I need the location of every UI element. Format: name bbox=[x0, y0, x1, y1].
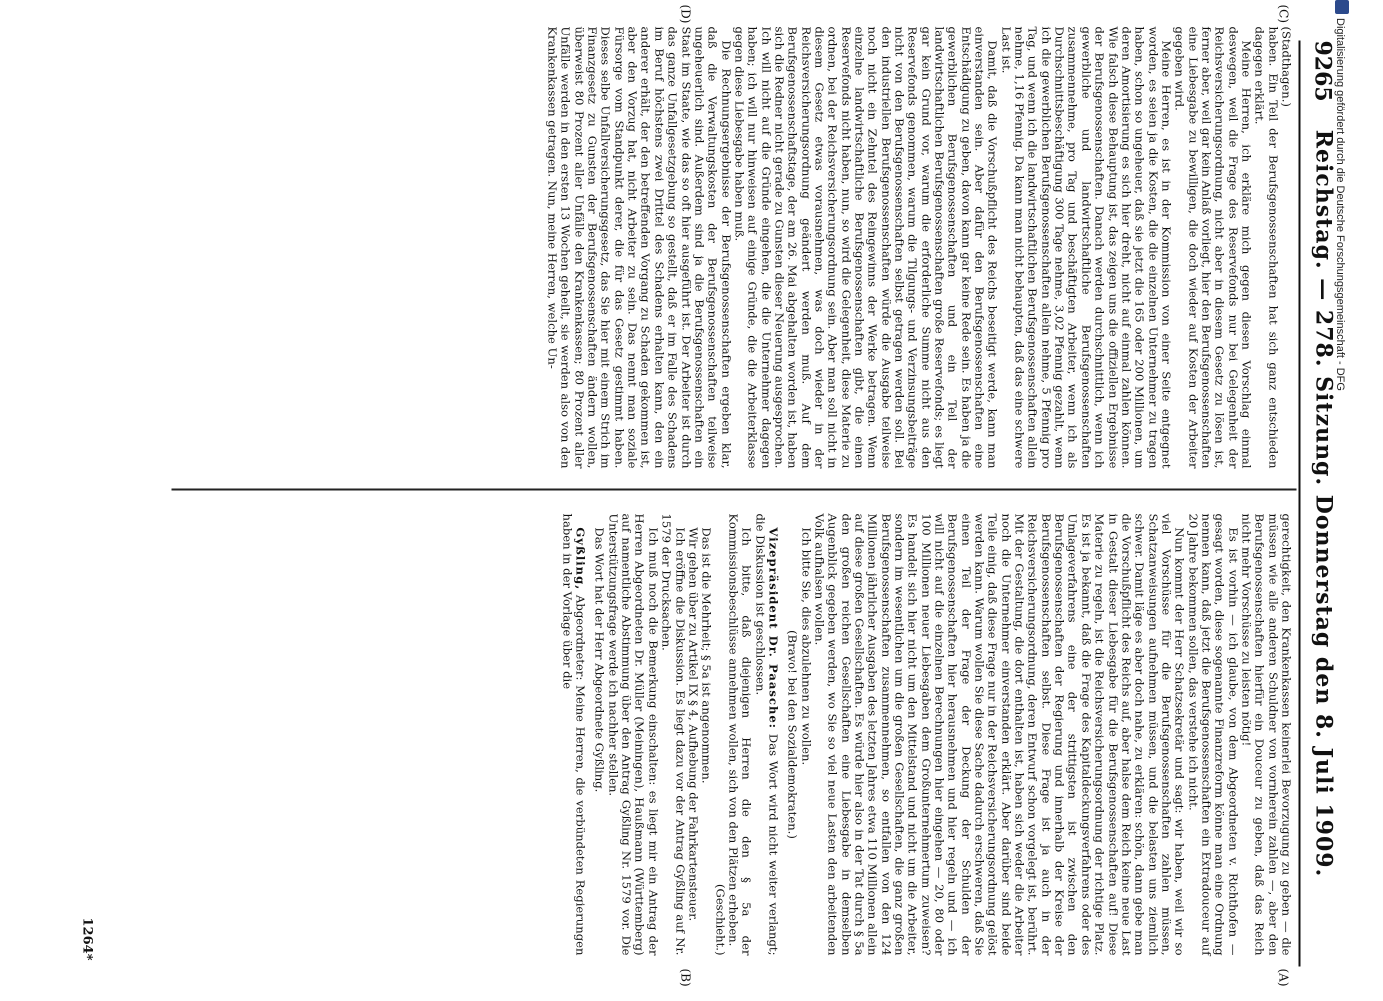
paragraph: Die Rechnungsergebnisse der Berufsgenossenschaften ergeben klar, daß die Verwaltungskosten der Berufsgenossenschaften teilweise ungeheuerlich sind. Außerdem sind ja die Berufsgenossenschaften ein Staat im Staate, wie das so oft hier ausgeführt ist. Der Arbeiter ist durch das ganze Unfallgesetzgebung so gestellt, daß er im Falle des Schadens im Beruf höchstens zwei Drittel des Schadens erhalten kann, den ein anderer erhält, der den betreffenden Vorgang zu Schaden gekommen ist, aber den Vorzug hat, nicht Arbeiter zu sein. Das nennt man soziale Fürsorge vom Standpunkt derer, die für das Gesetz gestimmt haben. Dieses selbe Unfallversicherungsgesetz, das Sie hier mit einem Strich im Finanzgesetz zu Gunsten der Berufsgenossenschaften ändern wollen, überweist 80 Prozent aller Unfälle den Krankenkassen; 80 Prozent aller Unfälle werden in den ersten 13 Wochen geheilt, sie werden also von den Krankenkassen getragen. Nun, meine Herren, welche Un- bbox=[545, 26, 734, 469]
paragraph: Meine Herren, es ist in der Kommission von einer Seite entgegnet worden, es seien ja die Kosten, die die einzelnen Unternehmer zu tragen haben, schon so ungeheuer, daß sie jetzt die 165 oder 200 Millionen, um deren Amortisierung es sich hier dreht, nicht auf einmal zahlen können. Wie falsch diese Behauptung ist, das zeigen uns die offiziellen Ergebnisse der Berufsgenossenschaften. Danach werden durchschnittlich, wenn ich gewerbliche und landwirtschaftliche Berufsgenossenschaften zusammennehme, pro Tag und beschäftigten Arbeiter, wenn ich als Durchschnittsbeschäftigung 300 Tage nehme, 3,02 Pfennig gezahlt, wenn ich die gewerblichen Berufsgenossenschaften allein nehme, 5 Pfennig pro Tag, und wenn ich die landwirtschaftlichen Berufsgenossenschaften allein nehme, 1,16 Pfennig. Da kann man nicht behaupten, daß das eine schwere Last ist. bbox=[999, 26, 1174, 469]
watermark bbox=[1322, 0, 1352, 1000]
paragraph: gerechtigkeit, den Krankenkassen keinerlei Bevorzugung zu geben — die müssen wie alle anderen Schuldner von vornherein zahlen —, aber den Berufsgenossenschaften hierfür ein Douceur zu geben, daß das Reich nicht mehr Vorschüsse zu leisten nötig! bbox=[1239, 513, 1294, 956]
paragraph bbox=[753, 514, 780, 956]
margin-marker-c: (C) bbox=[1276, 4, 1291, 24]
watermark-text: Digitalisierung gefördert durch die Deutsche Forschungsgemeinschaft - DFG bbox=[1334, 18, 1346, 391]
speech-text: Das Wort wird nicht weiter verlangt; die Diskussion ist geschlossen. bbox=[753, 513, 781, 956]
paragraph: Ich bitte Sie, dies abzulehnen zu wollen. bbox=[799, 527, 814, 766]
header-title: Reichstag. — 278. Sitzung. Donnerstag den 8. Juli 1909. bbox=[1310, 129, 1337, 878]
margin-marker-d: (D) bbox=[678, 4, 693, 24]
speaker-name: Gyßling, bbox=[573, 527, 588, 591]
margin-marker-a: (A) bbox=[1276, 968, 1291, 987]
paragraph bbox=[560, 514, 587, 956]
interjection: (Bravo! bei den Sozialdemokraten.) bbox=[785, 630, 800, 839]
speaker-name: Vizepräsident Dr. Paasche: bbox=[766, 527, 781, 730]
page-number: 9265 bbox=[1309, 40, 1336, 102]
paragraph: Meine Herren, ich erkläre mich gegen diesen Vorschlag einmal deswegen, weil die Frage des Reservefonds nur bei Gelegenheit der Reichsversicherungsordnung, nicht aber in diesem Gesetz zu lösen ist, ferner aber, weil gar kein Anlaß vorliegt, hier den Berufsgenossenschaften eine Liebesgabe zu bewilligen, die doch wieder auf Kosten der Arbeiter gegeben wird. bbox=[1172, 26, 1254, 469]
paragraph: Nun kommt der Herr Schatzsekretär und sagt: wir haben, weil wir so viel Vorschüsse für die Berufsgenossenschaften zahlen müssen, Schatzanweisungen aufnehmen müssen, und die belasten uns ziemlich schwer. Damit läge es aber doch nahe, zu erklären: schön, dann gebe man die Vorschußpflicht des Reichs auf, aber halse dem Reich keine neue Last in Gestalt dieser Liebesgabe für die Berufsgenossenschaften auf! Diese Materie zu regeln, ist die Reichsversicherungsordnung der richtige Platz. Es ist ja bekannt, daß die Frage des Kapitaldeckungsverfahrens oder des Umlageverfahrens eine der strittigsten ist zwischen den Berufsgenossenschaften der Regierung und innerhalb der Kreise der Berufsgenossenschaften selbst. Diese Frage ist ja auch in der Reichsversicherungsordnung, deren Entwurf schon vorgelegt ist, berührt. Mit der Gestaltung, die dort enthalten ist, haben sich weder die Arbeiter noch die Unternehmer einverstanden erklärt. Aber darüber sind beide Teile einig, daß diese Frage nur in der Reichsversicherungsordnung gelöst werden kann. Warum wollen Sie diese Sache dadurch erschweren, daß Sie einen Teil der Frage der Deckung der Schulden der Berufsgenossenschaften hier herausnehmen und hier regeln und — ich will nicht auf die einzelnen Berechnungen hier eingehen — 20, 80 oder 100 Millionen neuer Liebesgaben dem Großunternehmertum zuweisen? Es handelt sich hier nicht um den Mittelstand und nicht um die Arbeiter, sondern im wesentlichen um die großen Gesellschaften, die ganz großen Berufsgenossenschaften zusammennehmen, so entfallen von den 124 Millionen jährlicher Ausgaben des letzten Jahres etwa 110 Millionen allein auf diese großen Gesellschaften. Es würde hier also in der Tat durch § 5a den großen reichen Gesellschaften eine Liebesgabe in demselben Augenblick gegeben werden, wo Sie so viel neue Lasten den arbeitenden Volk aufhalsen wollen. bbox=[812, 513, 1187, 956]
header-rule bbox=[1299, 41, 1301, 967]
interjection: (Geschieht.) bbox=[713, 884, 728, 956]
paragraph: Es ist vorhin — ich glaube, von dem Abgeordneten v. Richthofen — gesagt worden, diese sogenannte Finanzreform könne man eine Ordnung nennen kann, daß jetzt die Berufsgenossenschaften ein Extradouceur auf 20 Jahre bekommen sollen, das verstehe ich nicht. bbox=[1186, 513, 1241, 956]
paragraph: Damit, daß die Vorschußpflicht des Reichs beseitigt werde, kann man einverstanden sein. Aber dafür den Berufsgenossenschaften eine Entschädigung zu geben, davon kann gar keine Rede sein. Es haben ja die gewerblichen Berufsgenossenschaften und ein Teil der landwirtschaftlichen Berufsgenossenschaften große Reservefonds; es liegt gar kein Grund vor, warum die erforderliche Summe nicht aus den Reservefonds genommen, warum die Tilgungs- und Verzinsungsbeiträge nicht von den Berufsgenossenschaften selbst getragen werden soll. Bei den industriellen Berufsgenossenschaften würde die Ausgabe teilweise noch nicht ein Zehntel des Reingewinns der Werke betragen. Wenn einzelne landwirtschaftliche Berufsgenossenschaften gibt, die einen Reservefonds nicht haben, nun, so wird die Gelegenheit, diese Materie zu ordnen, bei der Reichsversicherungsordnung sein. Aber man soll nicht in diesem Gesetz etwas vorausnehmen, was doch wieder in der Reichsversicherungsordnung geändert werden muß. Auf dem Berufsgenossenschaftstage, der am 26. Mai abgehalten worden ist, haben sich die Redner nicht gerade zu Gunsten dieser Neuerung ausgesprochen. Ich will nicht auf die Gründe eingehen, die die Unternehmer dagegen haben; ich will nur hinweisen auf einige Gründe, die die Arbeiterklasse gegen diese Liebesgabe haben muß. bbox=[732, 26, 1000, 469]
paragraph: haben. Ein Teil der Berufsgenossenschaften hat sich ganz entschieden dagegen erklärt. bbox=[1252, 26, 1281, 469]
speaker-reference: (Stadthagen.) bbox=[1279, 26, 1294, 107]
text-column-right bbox=[560, 514, 1293, 956]
paragraph: Ich muß noch die Bemerkung einschalten: es liegt mir ein Antrag der Herren Abgeordneten Dr. Müller (Meiningen), Haußmann (Württemberg) auf namentliche Abstimmung über den Antrag Gyßling Nr. 1579 vor. Die Unterstützungsfrage werde ich nachher stellen. bbox=[606, 513, 661, 956]
signature-mark: 1264* bbox=[79, 917, 95, 961]
text-column-left bbox=[545, 27, 1292, 469]
document-page bbox=[0, 1, 1383, 1001]
column-divider bbox=[172, 489, 1297, 491]
dfg-logo-icon bbox=[1335, 0, 1349, 14]
paragraph: Das Wort hat der Herr Abgeordnete Gyßling. bbox=[592, 527, 607, 793]
margin-marker-b: (B) bbox=[678, 968, 693, 987]
paragraph: Ich bitte, daß diejenigen Herren die den § 5a der Kommissionsbeschlüsse annehmen wollen, sich von den Plätzen erheben. bbox=[726, 513, 754, 956]
paragraph: Wir gehen über zu Artikel IX § 4, Aufhebung der Fahrkartensteuer. bbox=[686, 527, 701, 922]
paragraph: Ich eröffne die Diskussion. Es liegt dazu vor der Antrag Gyßling auf Nr. 1579 der Drucksachen. bbox=[659, 513, 688, 956]
speech-text: Abgeordneter: Meine Herren, die verbündeten Regierungen haben in der Vorlage über die bbox=[560, 513, 588, 956]
paragraph: Das ist die Mehrheit; § 5a ist angenommen. bbox=[699, 527, 714, 784]
